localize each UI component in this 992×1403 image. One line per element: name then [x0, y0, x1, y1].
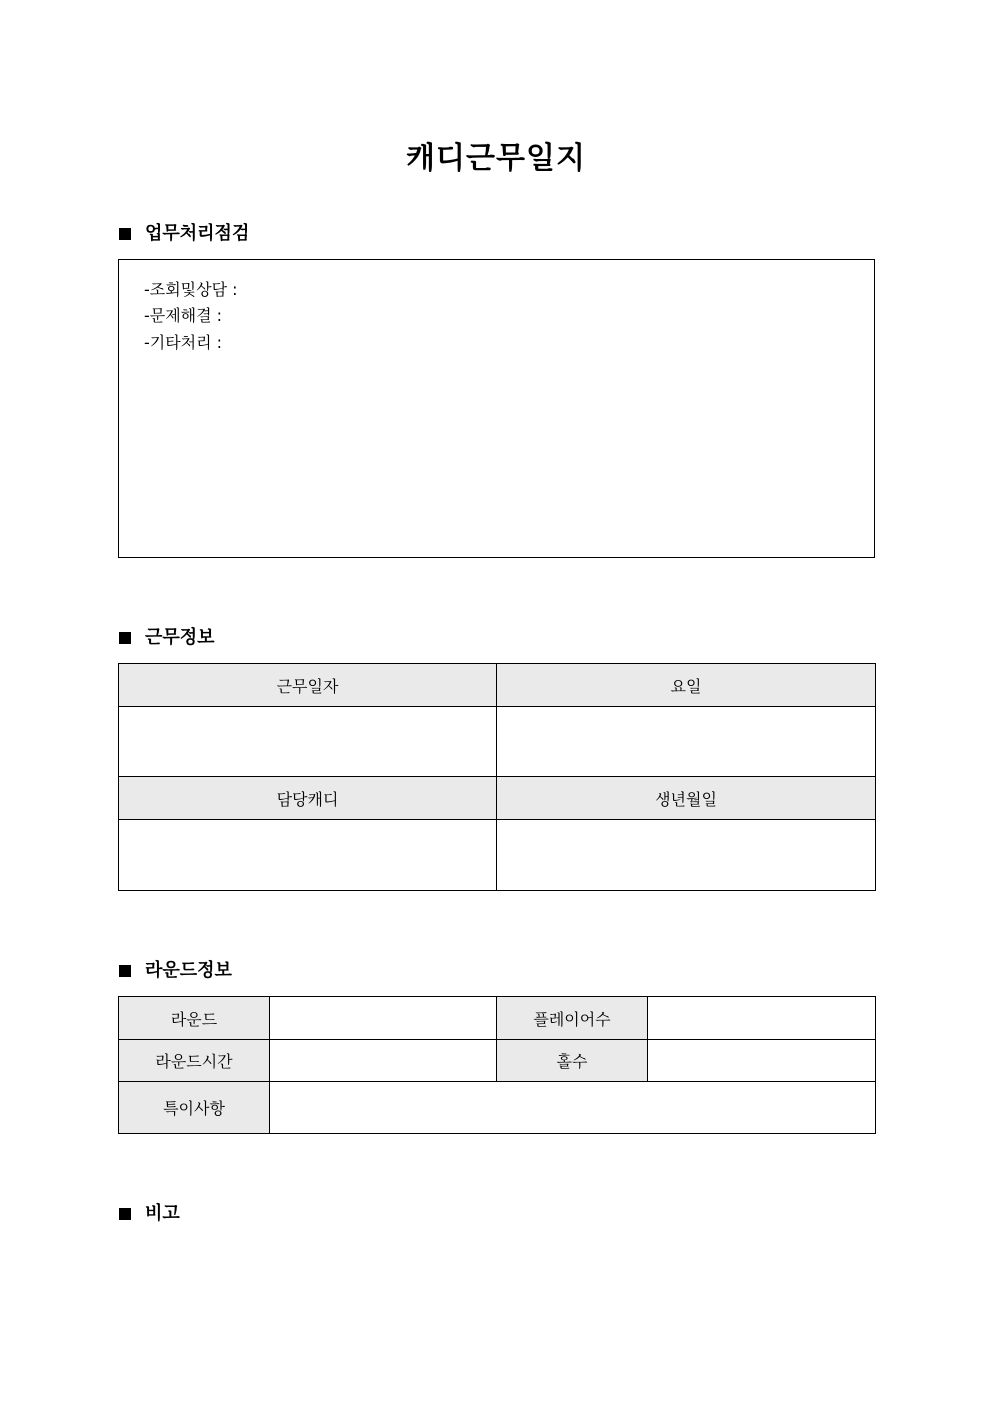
- weekday-field[interactable]: [497, 707, 876, 777]
- players-label: 플레이어수: [497, 997, 648, 1040]
- work-date-field[interactable]: [119, 707, 497, 777]
- square-bullet-icon: [119, 1208, 131, 1220]
- caddie-header: 담당캐디: [119, 777, 497, 820]
- work-date-header: 근무일자: [119, 664, 497, 707]
- round-label: 라운드: [119, 997, 270, 1040]
- section-heading-work-info: [119, 626, 215, 650]
- notes-field[interactable]: [270, 1082, 876, 1134]
- section-heading-label: 라운드정보: [145, 960, 232, 981]
- other-handling-line: -기타처리 :: [144, 333, 223, 352]
- section-heading-remarks: [119, 1202, 180, 1226]
- round-time-field[interactable]: [270, 1040, 497, 1082]
- round-time-label: 라운드시간: [119, 1040, 270, 1082]
- holes-label: 홀수: [497, 1040, 648, 1082]
- work-info-table: [118, 663, 876, 891]
- holes-field[interactable]: [648, 1040, 876, 1082]
- section-heading-label: 업무처리점검: [145, 223, 250, 244]
- section-heading-round-info: [119, 959, 232, 983]
- weekday-header: 요일: [497, 664, 876, 707]
- birthdate-field[interactable]: [497, 820, 876, 891]
- round-field[interactable]: [270, 997, 497, 1040]
- players-field[interactable]: [648, 997, 876, 1040]
- inquiry-line: -조회및상담 :: [144, 280, 238, 299]
- section-heading-label: 비고: [145, 1203, 180, 1224]
- document-title: 캐디근무일지: [406, 141, 586, 176]
- section-heading-work-check: [119, 222, 249, 246]
- square-bullet-icon: [119, 228, 131, 240]
- notes-label: 특이사항: [119, 1082, 270, 1134]
- work-check-box[interactable]: [118, 259, 875, 558]
- problem-solving-line: -문제해결 :: [144, 306, 223, 325]
- caddie-field[interactable]: [119, 820, 497, 891]
- square-bullet-icon: [119, 965, 131, 977]
- square-bullet-icon: [119, 632, 131, 644]
- section-heading-label: 근무정보: [145, 627, 215, 648]
- birthdate-header: 생년월일: [497, 777, 876, 820]
- round-info-table: [118, 996, 876, 1134]
